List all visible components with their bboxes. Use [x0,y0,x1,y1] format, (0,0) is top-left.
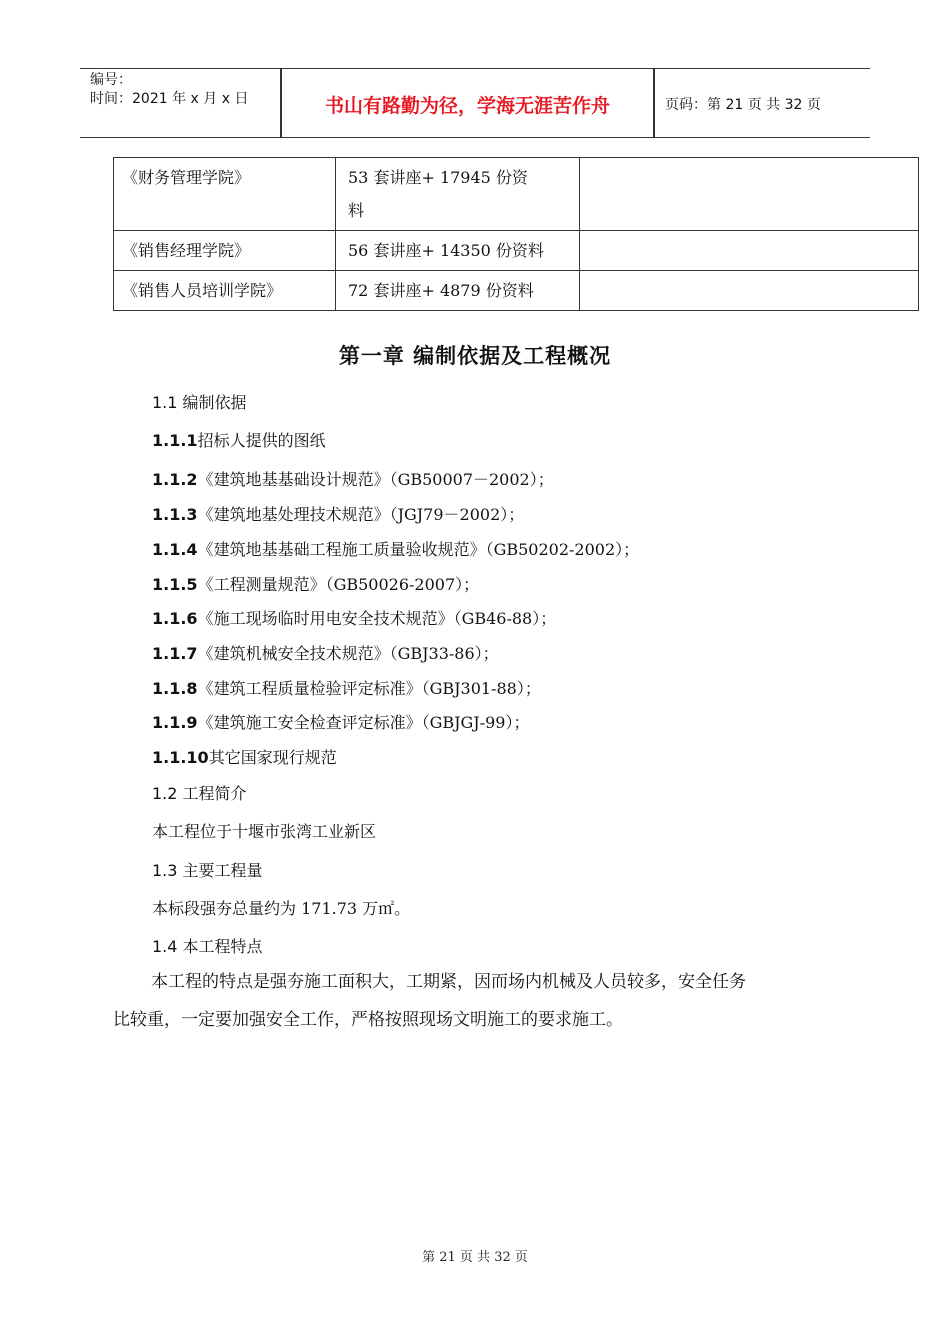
table-row [114,158,919,231]
section-heading-1-3: 1.3 主要工程量 [152,861,263,880]
header-divider [653,69,655,137]
table-cell-note [580,271,919,311]
page-footer: 第 21 页 共 32 页 [422,1250,528,1265]
section-text-1-2: 本工程位于十堰市张湾工业新区 [152,822,377,841]
table-cell-name: 《财务管理学院》 [114,158,336,231]
table-cell-content: 53 套讲座+ 17945 份资 料 [336,158,580,231]
table-row [114,271,919,311]
header-meta [90,71,280,109]
table-cell-content: 72 套讲座+ 4879 份资料 [336,271,580,311]
list-item: 1.1.9《建筑施工安全检查评定标准》（GBJGJ-99）； [152,713,530,732]
header-page-number: 页码：第 21 页 共 32 页 [665,97,821,113]
page-header [80,68,870,138]
document-number-label: 编号： [90,72,132,88]
table-cell-note [580,231,919,271]
chapter-title: 第一章 编制依据及工程概况 [338,344,612,368]
paragraph-line: 本工程的特点是强夯施工面积大，工期紧，因而场内机械及人员较多，安全任务 [151,972,746,992]
table-row [114,231,919,271]
list-item: 1.1.6《施工现场临时用电安全技术规范》（GB46-88）； [152,609,557,628]
section-text-1-4 [113,963,873,1039]
section-text-1-3: 本标段强夯总量约为 171.73 万㎡。 [152,899,411,918]
table-cell-note [580,158,919,231]
list-item: 1.1.5《工程测量规范》（GB50026-2007）； [152,575,480,594]
list-item: 1.1.10其它国家现行规范 [152,748,337,767]
table-cell-name: 《销售人员培训学院》 [114,271,336,311]
section-heading-1-1: 1.1 编制依据 [152,393,247,412]
table-cell-name: 《销售经理学院》 [114,231,336,271]
table-cell-content: 56 套讲座+ 14350 份资料 [336,231,580,271]
course-table [113,157,919,311]
header-motto: 书山有路勤为径，学海无涯苦作舟 [324,95,610,117]
list-item: 1.1.1招标人提供的图纸 [152,431,326,450]
document-time-label: 时间：2021 年 x 月 x 日 [90,91,249,107]
list-item: 1.1.7《建筑机械安全技术规范》（GBJ33-86）； [152,644,499,663]
list-item: 1.1.8《建筑工程质量检验评定标准》（GBJ301-88）； [152,679,541,698]
section-heading-1-2: 1.2 工程简介 [152,784,247,803]
paragraph-line: 比较重，一定要加强安全工作，严格按照现场文明施工的要求施工。 [113,1010,623,1030]
list-item: 1.1.3《建筑地基处理技术规范》（JGJ79－2002）； [152,505,525,524]
section-heading-1-4: 1.4 本工程特点 [152,937,263,956]
list-item: 1.1.4《建筑地基基础工程施工质量验收规范》（GB50202-2002）； [152,540,640,559]
list-item: 1.1.2《建筑地基基础设计规范》（GB50007－2002）； [152,470,554,489]
